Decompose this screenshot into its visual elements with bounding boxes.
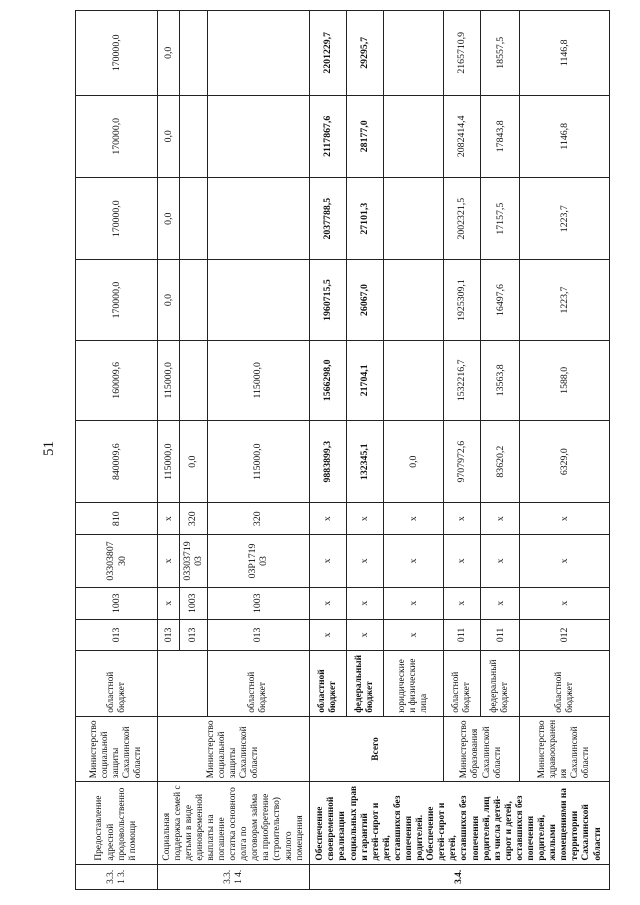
year-value <box>384 260 444 340</box>
cs-code: 03303807 30 <box>76 535 158 588</box>
rz-code: x <box>520 587 610 619</box>
vr-code: 320 <box>179 503 207 535</box>
cs-code: x <box>346 535 383 588</box>
cs-code: 03303719 03 <box>179 535 207 588</box>
funding-source <box>158 651 207 717</box>
year-value: 1146,8 <box>520 11 610 96</box>
page-number: 51 <box>41 441 57 456</box>
year-value: 170000,0 <box>76 260 158 340</box>
rz-code: 1003 <box>207 587 309 619</box>
vr-code: x <box>384 503 444 535</box>
total-value: 0,0 <box>179 420 207 502</box>
total-value: 132345,1 <box>346 420 383 502</box>
year-value: 2165710,9 <box>443 11 481 96</box>
year-value: 170000,0 <box>76 11 158 96</box>
year-value: 160009,6 <box>76 340 158 420</box>
year-value <box>384 178 444 260</box>
cs-code: 03Р1719 03 <box>207 535 309 588</box>
rz-code: x <box>346 587 383 619</box>
year-value: 1566298,0 <box>309 340 346 420</box>
total-value: 840009,6 <box>76 420 158 502</box>
table-row <box>158 11 179 890</box>
year-value: 0,0 <box>158 260 179 340</box>
table-row <box>76 11 158 890</box>
cs-code: x <box>443 535 481 588</box>
funding-source: федеральный бюджет <box>346 651 383 717</box>
year-value: 17157,5 <box>481 178 520 260</box>
year-value <box>179 340 207 420</box>
grbs-code: 012 <box>520 619 610 651</box>
total-value: 115000,0 <box>158 420 179 502</box>
funding-source: областной бюджет <box>207 651 309 717</box>
year-value <box>179 260 207 340</box>
funding-source: областной бюджет <box>520 651 610 717</box>
year-value <box>384 340 444 420</box>
rz-code: x <box>309 587 346 619</box>
executor: Всего <box>309 716 443 782</box>
rz-code: 1003 <box>76 587 158 619</box>
year-value <box>207 178 309 260</box>
cs-code: x <box>309 535 346 588</box>
grbs-code: 013 <box>76 619 158 651</box>
year-value: 1146,8 <box>520 95 610 177</box>
rz-code: x <box>481 587 520 619</box>
year-value <box>384 11 444 96</box>
rz-code: x <box>384 587 444 619</box>
year-value: 1223,7 <box>520 178 610 260</box>
year-value: 2082414,4 <box>443 95 481 177</box>
vr-code: 320 <box>207 503 309 535</box>
year-value: 1223,7 <box>520 260 610 340</box>
cs-code: x <box>520 535 610 588</box>
row-number: 3.4. <box>309 864 609 889</box>
year-value: 16497,6 <box>481 260 520 340</box>
row-number: 3.3.1 4. <box>158 864 310 889</box>
year-value: 27101,3 <box>346 178 383 260</box>
cs-code: x <box>384 535 444 588</box>
year-value: 0,0 <box>158 11 179 96</box>
total-value: 83620,2 <box>481 420 520 502</box>
year-value: 28177,0 <box>346 95 383 177</box>
year-value: 21704,1 <box>346 340 383 420</box>
year-value <box>207 11 309 96</box>
grbs-code: 013 <box>207 619 309 651</box>
total-value: 115000,0 <box>207 420 309 502</box>
row-number: 3.3.1 3. <box>76 864 158 889</box>
total-value: 9707972,6 <box>443 420 481 502</box>
rz-code: x <box>158 587 179 619</box>
measure-name: Социальная поддержка семей с детьми в виде единовременной выплаты на погашение остатка основного долга по договорам займа на приобретение (строительство) жилого помещения <box>158 782 310 864</box>
total-value: 6329,0 <box>520 420 610 502</box>
vr-code: x <box>520 503 610 535</box>
year-value: 2201229,7 <box>309 11 346 96</box>
grbs-code: 011 <box>481 619 520 651</box>
year-value: 18557,5 <box>481 11 520 96</box>
cs-code: x <box>481 535 520 588</box>
funding-source: юридические и физические лица <box>384 651 444 717</box>
cs-code: x <box>158 535 179 588</box>
measure-name: Обеспечение своевременной реализации социальных прав и гарантий детей-сирот и детей, оставшихся без попечения родителей. Обеспечение детей-сирот и детей, оставшихся без попечения родителей, лиц из числа детей-сирот и детей, оставшихся без попечения родителей, жилыми помещениями на территории Сахалинской области <box>309 782 609 864</box>
vr-code: 810 <box>76 503 158 535</box>
table-row <box>309 11 346 890</box>
funding-source: федеральный бюджет <box>481 651 520 717</box>
rz-code: x <box>443 587 481 619</box>
funding-source: областной бюджет <box>309 651 346 717</box>
year-value: 26067,0 <box>346 260 383 340</box>
executor: Министерство здравоохранения Сахалинской области <box>520 716 610 782</box>
year-value <box>384 95 444 177</box>
year-value: 115000,0 <box>158 340 179 420</box>
year-value: 2117867,6 <box>309 95 346 177</box>
year-value <box>207 95 309 177</box>
rotated-table-container <box>75 10 610 890</box>
vr-code: x <box>346 503 383 535</box>
funding-source: областной бюджет <box>76 651 158 717</box>
year-value: 1960715,5 <box>309 260 346 340</box>
year-value: 115000,0 <box>207 340 309 420</box>
grbs-code: 013 <box>179 619 207 651</box>
funding-source: областной бюджет <box>443 651 481 717</box>
vr-code: x <box>158 503 179 535</box>
year-value: 1925309,1 <box>443 260 481 340</box>
rz-code: 1003 <box>179 587 207 619</box>
vr-code: x <box>481 503 520 535</box>
year-value: 0,0 <box>158 95 179 177</box>
year-value: 170000,0 <box>76 95 158 177</box>
grbs-code: x <box>384 619 444 651</box>
executor: Министерство социальной защиты Сахалинской области <box>76 716 158 782</box>
year-value: 1532216,7 <box>443 340 481 420</box>
executor: Министерство социальной защиты Сахалинской области <box>158 716 310 782</box>
year-value: 29295,7 <box>346 11 383 96</box>
year-value: 2002321,5 <box>443 178 481 260</box>
year-value: 170000,0 <box>76 178 158 260</box>
table-row <box>443 11 481 890</box>
year-value: 1588,0 <box>520 340 610 420</box>
budget-table <box>75 10 610 890</box>
year-value <box>179 95 207 177</box>
year-value: 2037788,5 <box>309 178 346 260</box>
grbs-code: x <box>309 619 346 651</box>
year-value: 0,0 <box>158 178 179 260</box>
total-value: 9883899,3 <box>309 420 346 502</box>
year-value <box>179 178 207 260</box>
vr-code: x <box>309 503 346 535</box>
vr-code: x <box>443 503 481 535</box>
measure-name: Предоставление адресной продовольственной помощи <box>76 782 158 864</box>
total-value: 0,0 <box>384 420 444 502</box>
table-row <box>520 11 610 890</box>
year-value: 13563,8 <box>481 340 520 420</box>
grbs-code: 013 <box>158 619 179 651</box>
year-value <box>179 11 207 96</box>
executor: Министерство образования Сахалинской области <box>443 716 520 782</box>
year-value: 17843,8 <box>481 95 520 177</box>
year-value <box>207 260 309 340</box>
grbs-code: x <box>346 619 383 651</box>
grbs-code: 011 <box>443 619 481 651</box>
